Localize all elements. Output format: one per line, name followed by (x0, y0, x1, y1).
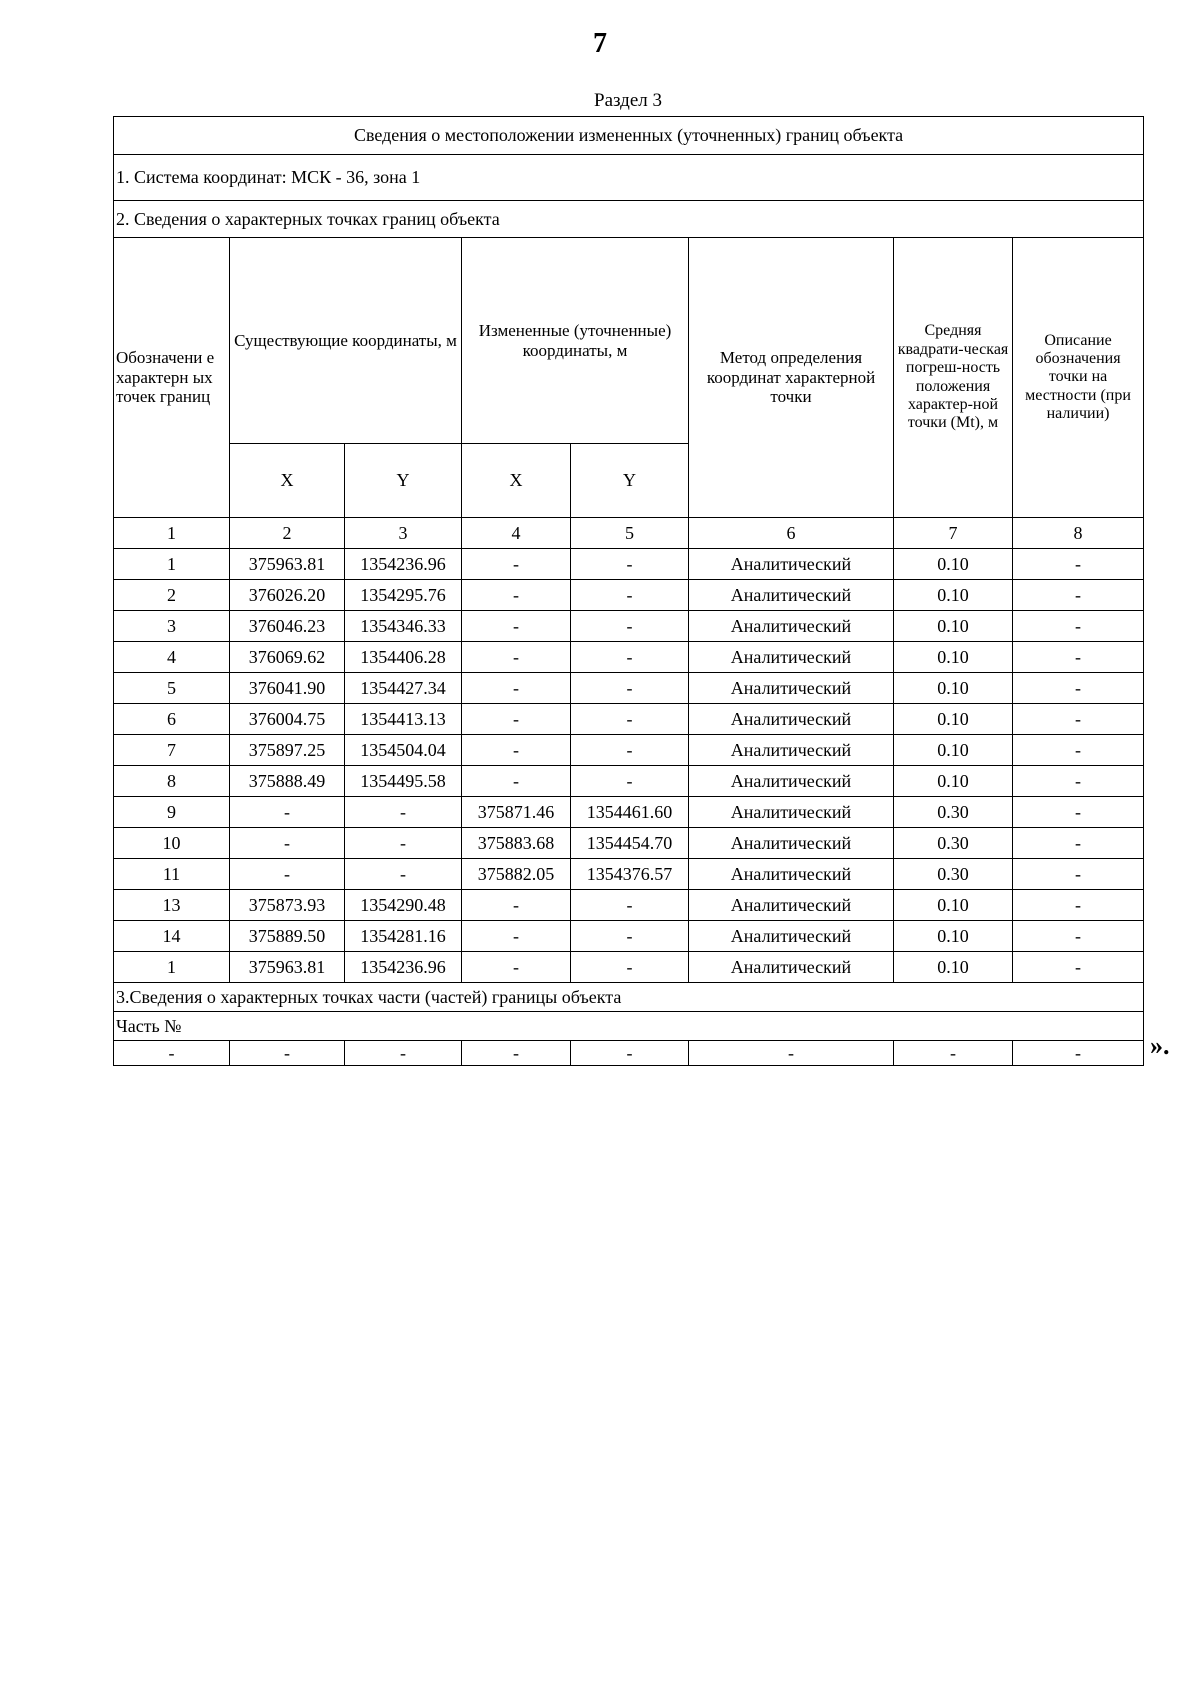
cell-description: - (1013, 859, 1144, 890)
cell-mt-error: 0.10 (894, 735, 1013, 766)
cell-existing-x: 375889.50 (230, 921, 345, 952)
cell-description: - (1013, 673, 1144, 704)
cell-mt-error: 0.10 (894, 611, 1013, 642)
cell-point-id: 1 (114, 952, 230, 983)
cell-existing-y: 1354427.34 (345, 673, 462, 704)
table-row (114, 766, 1144, 797)
table-row (114, 673, 1144, 704)
cell-existing-y: 1354504.04 (345, 735, 462, 766)
cell-description: - (1013, 766, 1144, 797)
cell-mt-error: 0.30 (894, 859, 1013, 890)
cell-point-id: 5 (114, 673, 230, 704)
table-row (114, 735, 1144, 766)
cell-method: Аналитический (689, 766, 894, 797)
cell-method: Аналитический (689, 828, 894, 859)
cell-changed-x: 375883.68 (462, 828, 571, 859)
cell-existing-y: 1354236.96 (345, 952, 462, 983)
cell-description: - (1013, 735, 1144, 766)
header-error: Средняя квадрати-ческая погреш-ность положения характер-ной точки (Mt), м (894, 238, 1013, 518)
column-number: 6 (689, 518, 894, 549)
header-point-designation: Обозначени е характерн ых точек границ (114, 238, 230, 518)
cell-changed-x: - (462, 921, 571, 952)
part-cell: - (1013, 1041, 1144, 1066)
cell-mt-error: 0.30 (894, 797, 1013, 828)
cell-existing-x: 376004.75 (230, 704, 345, 735)
cell-description: - (1013, 704, 1144, 735)
cell-changed-x: - (462, 673, 571, 704)
table-row (114, 642, 1144, 673)
part-cell: - (689, 1041, 894, 1066)
cell-mt-error: 0.10 (894, 642, 1013, 673)
cell-description: - (1013, 580, 1144, 611)
header-existing-coordinates: Существующие координаты, м (230, 238, 462, 444)
cell-point-id: 11 (114, 859, 230, 890)
table-row (114, 549, 1144, 580)
points-heading: 2. Сведения о характерных точках границ объекта (114, 201, 1144, 238)
cell-point-id: 1 (114, 549, 230, 580)
cell-changed-y: - (571, 642, 689, 673)
header-x-changed: X (462, 444, 571, 518)
column-number: 4 (462, 518, 571, 549)
cell-changed-x: - (462, 890, 571, 921)
cell-changed-y: - (571, 766, 689, 797)
cell-mt-error: 0.10 (894, 766, 1013, 797)
cell-existing-x: 376026.20 (230, 580, 345, 611)
header-x-existing: X (230, 444, 345, 518)
cell-existing-x: 375963.81 (230, 952, 345, 983)
cell-changed-x: - (462, 611, 571, 642)
table-row (114, 828, 1144, 859)
cell-existing-x: - (230, 859, 345, 890)
cell-method: Аналитический (689, 859, 894, 890)
cell-changed-x: - (462, 580, 571, 611)
column-number: 2 (230, 518, 345, 549)
table-row (114, 611, 1144, 642)
cell-changed-x: - (462, 642, 571, 673)
cell-changed-y: 1354454.70 (571, 828, 689, 859)
cell-changed-y: - (571, 704, 689, 735)
part-row (114, 1041, 1144, 1066)
cell-existing-y: 1354346.33 (345, 611, 462, 642)
cell-point-id: 2 (114, 580, 230, 611)
cell-existing-x: 376046.23 (230, 611, 345, 642)
part-cell: - (894, 1041, 1013, 1066)
cell-existing-x: - (230, 828, 345, 859)
cell-point-id: 7 (114, 735, 230, 766)
column-number: 7 (894, 518, 1013, 549)
cell-method: Аналитический (689, 797, 894, 828)
cell-existing-y: 1354236.96 (345, 549, 462, 580)
cell-mt-error: 0.10 (894, 580, 1013, 611)
cell-changed-y: - (571, 890, 689, 921)
cell-changed-x: - (462, 735, 571, 766)
cell-description: - (1013, 952, 1144, 983)
cell-point-id: 9 (114, 797, 230, 828)
cell-changed-y: - (571, 921, 689, 952)
cell-point-id: 4 (114, 642, 230, 673)
header-y-changed: Y (571, 444, 689, 518)
cell-description: - (1013, 642, 1144, 673)
column-number: 3 (345, 518, 462, 549)
cell-existing-y: - (345, 828, 462, 859)
cell-existing-x: 375963.81 (230, 549, 345, 580)
cell-mt-error: 0.10 (894, 952, 1013, 983)
part-label: Часть № (114, 1012, 1144, 1041)
cell-point-id: 8 (114, 766, 230, 797)
cell-method: Аналитический (689, 642, 894, 673)
table-row (114, 580, 1144, 611)
part-cell: - (571, 1041, 689, 1066)
cell-existing-y: - (345, 797, 462, 828)
cell-point-id: 13 (114, 890, 230, 921)
parts-heading: 3.Сведения о характерных точках части (частей) границы объекта (114, 983, 1144, 1012)
cell-changed-x: 375882.05 (462, 859, 571, 890)
header-description: Описание обозначения точки на местности (при наличии) (1013, 238, 1144, 518)
header-y-existing: Y (345, 444, 462, 518)
cell-existing-x: 375873.93 (230, 890, 345, 921)
cell-existing-y: 1354406.28 (345, 642, 462, 673)
cell-method: Аналитический (689, 704, 894, 735)
cell-existing-y: 1354281.16 (345, 921, 462, 952)
cell-existing-x: - (230, 797, 345, 828)
cell-point-id: 6 (114, 704, 230, 735)
closing-mark: ». (1150, 1031, 1170, 1060)
column-number: 1 (114, 518, 230, 549)
table-row (114, 921, 1144, 952)
table-row (114, 952, 1144, 983)
part-cell: - (230, 1041, 345, 1066)
cell-mt-error: 0.10 (894, 890, 1013, 921)
cell-method: Аналитический (689, 735, 894, 766)
cell-changed-y: - (571, 611, 689, 642)
cell-changed-x: - (462, 549, 571, 580)
table-row (114, 797, 1144, 828)
header-method: Метод определения координат характерной точки (689, 238, 894, 518)
cell-existing-y: 1354290.48 (345, 890, 462, 921)
table-row (114, 859, 1144, 890)
cell-description: - (1013, 549, 1144, 580)
cell-mt-error: 0.10 (894, 549, 1013, 580)
cell-mt-error: 0.30 (894, 828, 1013, 859)
cell-changed-x: - (462, 704, 571, 735)
cell-changed-y: - (571, 952, 689, 983)
cell-method: Аналитический (689, 673, 894, 704)
cell-existing-y: 1354413.13 (345, 704, 462, 735)
table-row (114, 890, 1144, 921)
cell-changed-y: - (571, 735, 689, 766)
cell-changed-x: - (462, 766, 571, 797)
cell-existing-x: 376069.62 (230, 642, 345, 673)
cell-mt-error: 0.10 (894, 921, 1013, 952)
part-cell: - (462, 1041, 571, 1066)
cell-method: Аналитический (689, 890, 894, 921)
table-row (114, 704, 1144, 735)
column-number-row (114, 518, 1144, 549)
cell-method: Аналитический (689, 921, 894, 952)
cell-existing-y: - (345, 859, 462, 890)
cell-description: - (1013, 890, 1144, 921)
cell-method: Аналитический (689, 549, 894, 580)
cell-changed-y: - (571, 549, 689, 580)
cell-existing-x: 375897.25 (230, 735, 345, 766)
cell-existing-x: 376041.90 (230, 673, 345, 704)
table-title: Сведения о местоположении измененных (уточненных) границ объекта (114, 117, 1144, 155)
cell-changed-x: 375871.46 (462, 797, 571, 828)
page-number: 7 (593, 28, 607, 59)
part-cell: - (114, 1041, 230, 1066)
cell-changed-y: - (571, 673, 689, 704)
cell-point-id: 14 (114, 921, 230, 952)
header-changed-coordinates: Измененные (уточненные) координаты, м (462, 238, 689, 444)
cell-description: - (1013, 797, 1144, 828)
cell-existing-y: 1354495.58 (345, 766, 462, 797)
column-number: 8 (1013, 518, 1144, 549)
cell-changed-y: 1354376.57 (571, 859, 689, 890)
cell-changed-y: 1354461.60 (571, 797, 689, 828)
boundary-table (113, 116, 1144, 1066)
cell-changed-x: - (462, 952, 571, 983)
cell-method: Аналитический (689, 611, 894, 642)
section-label: Раздел 3 (594, 90, 662, 111)
column-number: 5 (571, 518, 689, 549)
cell-existing-y: 1354295.76 (345, 580, 462, 611)
cell-description: - (1013, 921, 1144, 952)
cell-method: Аналитический (689, 952, 894, 983)
cell-mt-error: 0.10 (894, 673, 1013, 704)
cell-existing-x: 375888.49 (230, 766, 345, 797)
part-cell: - (345, 1041, 462, 1066)
cell-mt-error: 0.10 (894, 704, 1013, 735)
cell-point-id: 10 (114, 828, 230, 859)
cell-description: - (1013, 611, 1144, 642)
cell-point-id: 3 (114, 611, 230, 642)
cell-method: Аналитический (689, 580, 894, 611)
coord-system: 1. Система координат: МСК - 36, зона 1 (114, 155, 1144, 201)
cell-changed-y: - (571, 580, 689, 611)
cell-description: - (1013, 828, 1144, 859)
